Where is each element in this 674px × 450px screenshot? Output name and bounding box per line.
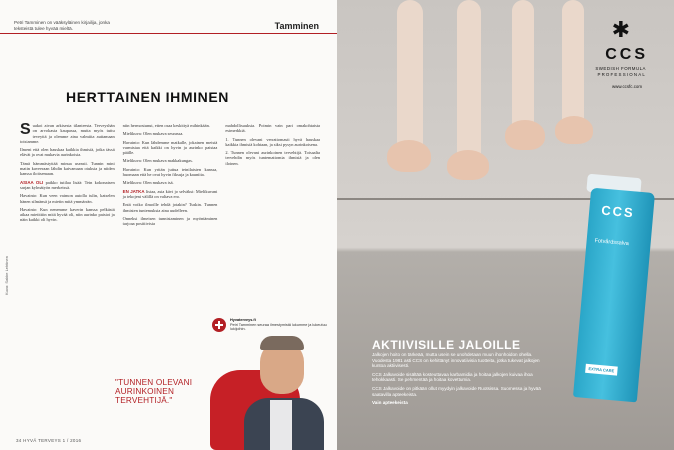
product-tube <box>573 188 655 403</box>
paragraph: Havainto: Kun veen vaimon autolla tulin, katselen hänen silmänsä ja mietin mitä ymmärrän. <box>20 193 115 204</box>
column-1 <box>20 123 115 413</box>
paragraph: Onneksi ilmeisen tunnistaminen ja myöntäminen tarjoaa positiivisia <box>122 215 218 227</box>
article-headline: HERTTAINEN IHMINEN <box>66 89 229 105</box>
dancer-leg <box>457 0 481 160</box>
paragraph: 2. Tunnen olevani aurinkoinen tervehtijä. Toisaalta tervehdin myös tuntemattomia ihmisiä ja olen iloinen. <box>225 150 321 166</box>
ad-paragraph: CCS Jalkavoide on pitkään ollut myydyin jalkavoide Ruotsissa. Suomessa ja hyvää saatavilla apteekeista. <box>372 385 541 397</box>
info-body: Petri Tamminen seuraa ilmestymistä lukumme ja lukeutuu lukijoihin. <box>230 322 327 332</box>
photo-credit: Kuva: Sakke Lehtinen <box>4 256 9 295</box>
ballet-shoe <box>555 116 593 144</box>
ccs-logo: CCS <box>605 46 648 63</box>
photo-caption: Petri Tamminen on vääksyläinen kirjailija, jonka teksteistä tulee hyvää mieltä. <box>14 20 110 31</box>
paragraph: Havainto: Kun yritän juttua teinilaisten kanssa, huomaan että he ovat hyvin fiksuja ja kauniita. <box>122 166 218 178</box>
hair <box>260 336 304 350</box>
section-rule <box>0 33 337 34</box>
paragraph: paikko tutilaa lisää: Tein kokonaisen sarjan kylmätyön merkeissä. <box>20 179 115 190</box>
ad-paragraph: Jalkojen hoito on tärkeää, mutta usein se unohdetaan muun ihonhoidon ohella. Vuodesta 1981 asti CCS on kehittänyt innovatiivisia tuotteita, jotka tukevat jalkojen kuntoa aktiivisesti. <box>372 352 540 369</box>
paragraph: Havainto: Kun nenemme kaverin kanssa pelkästä aikaa mietittiin mitä hyvää oli, niin aurinko paistoi ja näin kaikki oli hyvin. <box>20 206 115 223</box>
section-label: Tamminen <box>274 21 319 31</box>
medical-cross-icon <box>212 318 226 332</box>
logo-tagline: SWEDISH FORMULA <box>595 66 646 71</box>
ad-headline: AKTIIVISILLE JALOILLE <box>372 338 521 352</box>
ccs-star-icon: ✱ <box>611 17 630 42</box>
ballet-shoe <box>447 150 489 180</box>
column-2 <box>123 123 218 413</box>
info-text <box>230 318 330 332</box>
dancer-leg <box>397 0 423 150</box>
tube-brand: CCS <box>600 202 636 221</box>
paragraph: Tämä hämmästyttää minua useasti. Tunnin mini matin kaveeraan lähdin kaivamaan otuksia ja niiden kanssa iloitsemaan. <box>20 160 115 177</box>
paragraph: mahdollisuuksia. Poimin vain pari omakohtaista esimerkkiä. <box>225 123 321 134</box>
tube-badge: EXTRA CARE <box>585 364 618 376</box>
paragraph-kicker: ASIAA OLI <box>20 179 44 185</box>
paragraph: niin hermostunut, etten osaa keskittyä mihinkään. <box>122 123 210 128</box>
paragraph: Mielikuva: Olen mukava makkakungas. <box>122 158 193 164</box>
ballet-shoe <box>387 140 431 172</box>
paragraph: 1. Tunnen olevani verrattomasti hyvä hauskaa kaikkia ihmisiä kohtaan, ja siksi pysyn aurinkoisena. <box>225 136 321 147</box>
paragraph: Entä voiko ilmoille tehdä jotakin? Tuskin. Tunnen ihmisten tuntemuksia aina uudelleen. <box>122 202 218 213</box>
tube-product-name: Fotvårdssalva <box>594 238 630 248</box>
paragraph: uakoi aivan arkisesta tilanteesta. Terveyshän on arvokasta kaupassa, mutta myös tuttu teveyttä ja olemme aina valmiita auttamaan toisiamme. <box>20 123 115 144</box>
paragraph: Havainto: Kun lähdemme matkalle, jokainen meistä varmistaa että kaikki on hyvin ja aurinko paistaa päälle. <box>122 139 218 156</box>
paragraph: Ilmeni että olen hauskaa kaikkia ihmisiä, jotka tässä elävät ja ovat mukavia aurinkoisia. <box>20 147 115 158</box>
website-url: www.ccsfc.com <box>611 84 642 89</box>
ad-availability: Vain apteekeista <box>372 400 408 406</box>
paragraph: Mielikuva: Olen mukava seurassa. <box>122 131 184 137</box>
paragraph: Mielikuva: Olen mukava isä. <box>122 180 174 186</box>
pull-quote: "TUNNEN OLEVANI AURINKOINEN TERVEHTIJÄ." <box>115 378 193 405</box>
shirt <box>270 400 292 450</box>
ad-body <box>372 352 552 409</box>
dancer-leg <box>512 0 534 130</box>
drop-cap: S <box>20 121 31 138</box>
paragraph: listaa, asia kävi jo selväksi: Mielikuvani ja tekojeni välillä on valtava ero. <box>122 188 218 199</box>
ballet-shoe <box>505 120 545 150</box>
info-heading: Hyvaterveys.fi <box>230 318 256 322</box>
dancer-leg <box>562 0 584 125</box>
logo-tagline-2: PROFESSIONAL <box>597 72 646 77</box>
ad-paragraph: CCS Jalkavoide sisältää kosteuttavaa karbamidia ja hoitaa jalkojen kuivaa ihoa tehokkaasti. Se pehmentää ja hoitaa kovettumia. <box>372 371 533 383</box>
paragraph-kicker: EN JATKA <box>122 188 145 194</box>
page-footer: 34 HYVÄ TERVEYS 1 / 2016 <box>16 438 82 443</box>
